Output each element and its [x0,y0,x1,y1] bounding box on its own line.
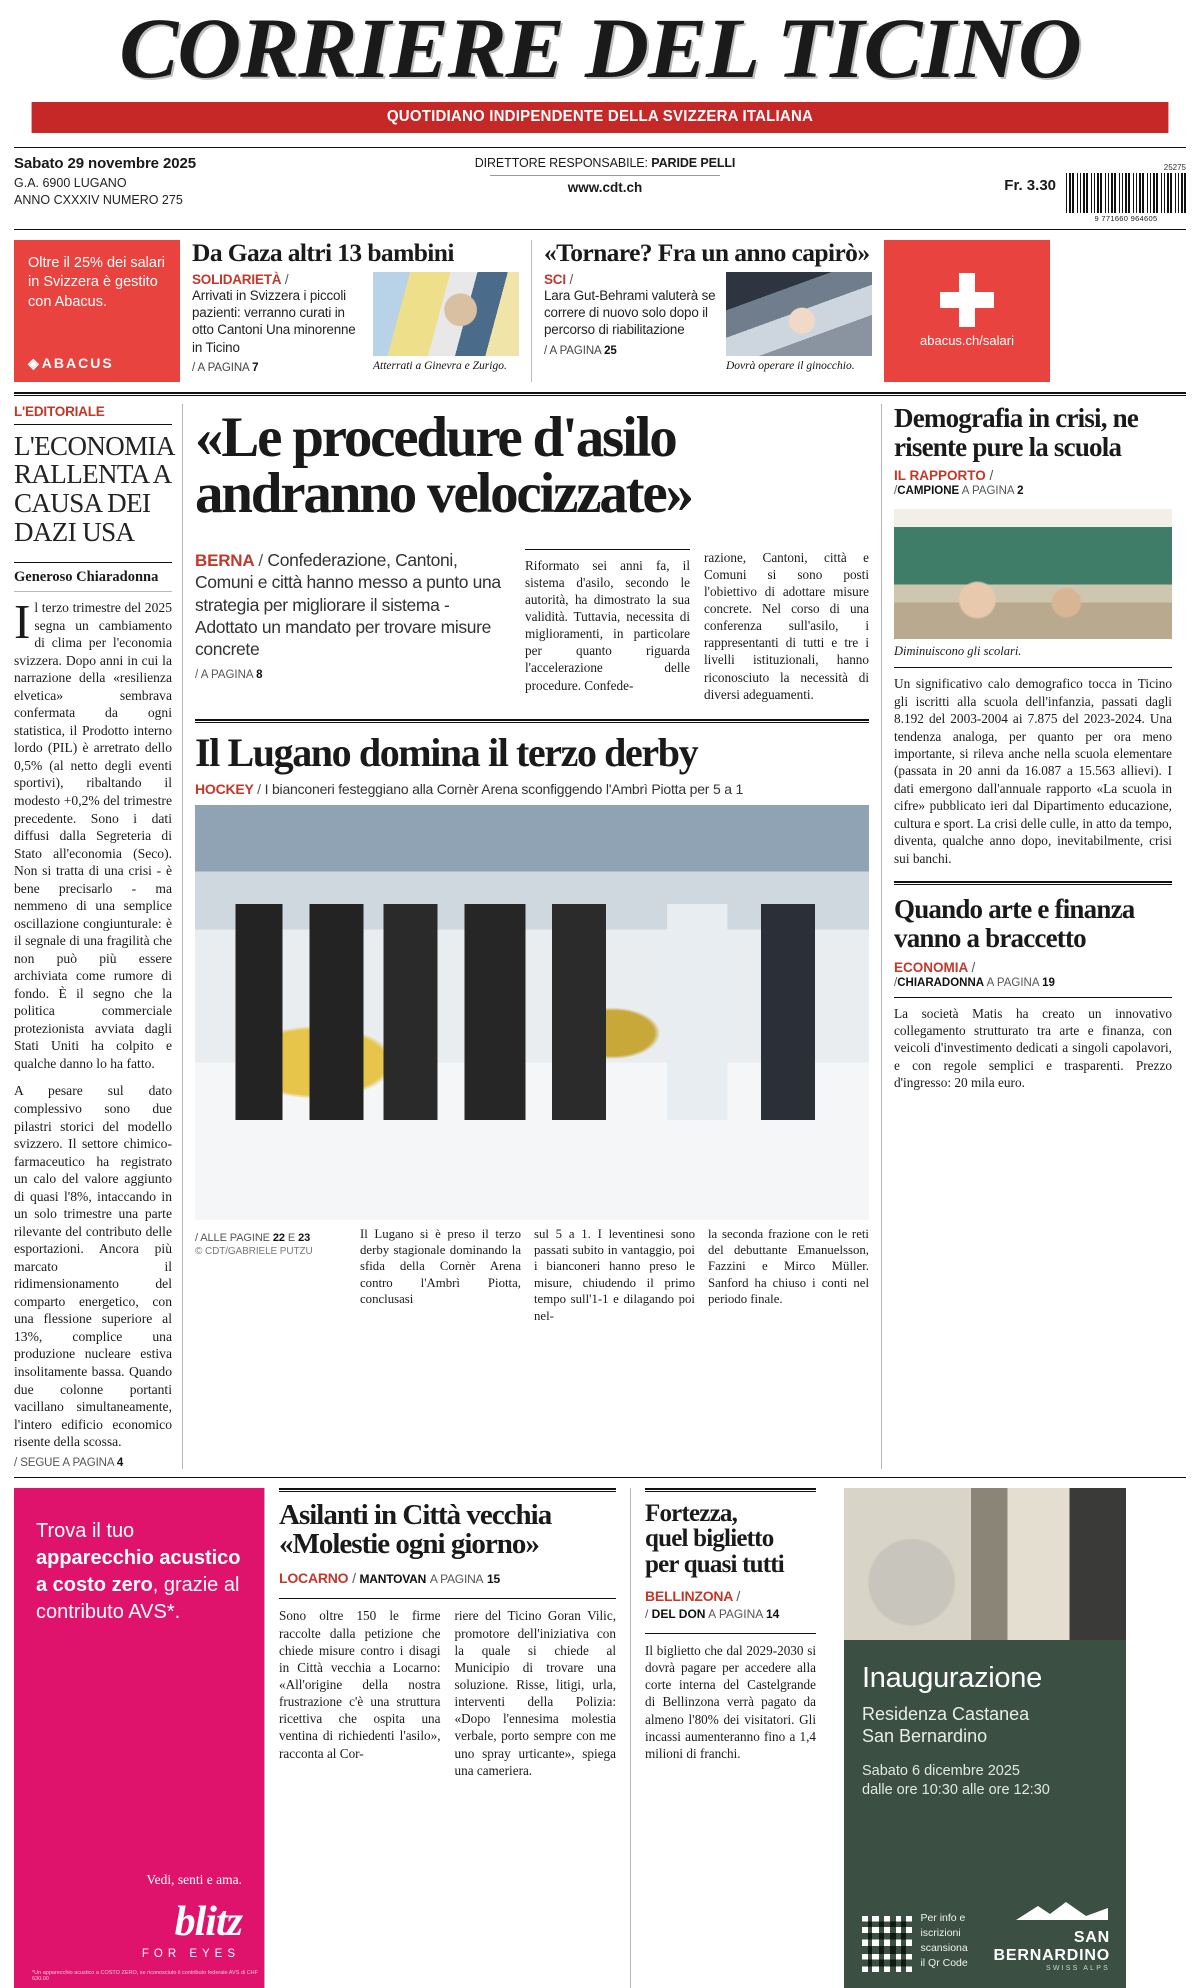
photo-credit: © CDT/GABRIELE PUTZU [195,1245,313,1257]
abacus-logo-text: ABACUS [41,354,114,371]
teaser-kicker: SOLIDARIETÀ / [192,271,289,287]
teaser-photo-ambulance [373,272,519,356]
abacus-logo [28,355,114,372]
arte-finanza-kicker: ECONOMIA / [894,959,976,975]
hockey-photo [195,805,869,1220]
lead-page-ref[interactable]: / A PAGINA 8 [195,668,263,681]
info-bar-center [274,155,936,195]
teaser-dek: Lara Gut-Behrami valuterà se correre di nuovo solo dopo il percorso di riabilitazione [544,287,716,338]
abacus-ad-left[interactable] [14,240,180,382]
san-bernardino-logo-name: SAN BERNARDINO [993,1928,1110,1964]
editorial-body [14,594,172,1451]
teaser-photo-caption: Dovrà operare il ginocchio. [726,359,855,372]
locarno-headline [279,1498,616,1561]
blitz-ad[interactable] [14,1488,264,1988]
blitz-logo: blitz [174,1898,242,1945]
right-column [882,404,1172,1469]
section-divider [195,719,869,723]
hockey-dek [195,781,869,797]
editorial-continues-ref[interactable]: / SEGUE A PAGINA 4 [14,1456,124,1469]
abacus-ad-right[interactable] [884,240,1050,382]
demografia-photo-caption: Diminuiscono gli scolari. [894,644,1022,659]
locarno-ref-page: 15 [487,1572,500,1587]
blitz-line-3a: a costo zero [36,1574,153,1596]
teaser-photo-skier [726,272,872,356]
bottom-story-bellinzona[interactable] [630,1488,830,1988]
editorial-author: Generoso Chiaradonna [14,562,172,592]
teaser-page-ref[interactable]: / A PAGINA 25 [544,344,617,357]
abacus-ad-url[interactable]: abacus.ch/salari [920,333,1014,349]
san-bernardino-logo-sub: SWISS ALPS [1045,1964,1110,1972]
hockey-dek-text: I bianconeri festeggiano alla Cornèr Arena sconfiggendo l'Ambrì Piotta per 5 a 1 [264,780,744,797]
website-url[interactable]: www.cdt.ch [567,179,643,195]
arte-finanza-body: La società Matis ha creato un innovativo collegamento strutturato tra arte e finanza, con veicoli d'investimento dedicati a singoli capolavori, e con regole semplici e trasparenti. Prezzo d'ingresso: 20 mila euro. [894,997,1172,1092]
barcode-icon [1066,173,1186,213]
bellinzona-body: Il biglietto che dal 2029-2030 si dovrà pagare per accedere alla corte interna del Castelgrande di Bellinzona verrà pagato da almeno l'80% dei visitatori. Gli incassi aumenteranno fino a 1,4 milioni di franchi. [645,1633,816,1762]
blitz-line-1: Trova il tuo [36,1519,135,1542]
hockey-meta [195,1226,347,1324]
locarno-kicker: LOCARNO / MANTOVAN A PAGINA 15 [279,1570,500,1587]
locarno-body-col-1: Sono oltre 150 le firme raccolte dalla petizione che chiede misure contro i disagi in Città vecchia a Locarno: «All'origine della nostra frustrazione c'è una struttura ricettiva che ospita una ventina di richiedenti l'asilo», racconta al Cor- [279,1608,441,1761]
hockey-body-col-2: sul 5 a 1. I leventinesi sono passati subito in vantaggio, poi i bianconeri hanno preso le misure, chiudendo il primo tempo sull'1-1 e dilagando poi nel- [534,1226,695,1323]
hockey-headline[interactable]: Il Lugano domina il terzo derby [195,729,698,775]
teaser-gaza[interactable] [180,237,532,382]
lead-headline[interactable]: «Le procedure d'asilo andranno velocizzate» [195,405,692,526]
lead-body-col-2: razione, Cantoni, città e Comuni si sono posti l'obiettivo di adottare misure concrete. Nel corso di una conferenza sull'asilo, i rappresentanti di tutti e tre i livelli istituzionali, hanno riconosciuto la necessità di diversi adeguamenti. [704,549,869,702]
divider [490,175,720,176]
qr-code-label: Per info e iscrizioni scansiona il Qr Code [920,1911,968,1970]
barcode-number: 25275 [1163,162,1186,172]
blitz-line-4: contributo AVS*. [36,1601,181,1624]
demografia-kicker: IL RAPPORTO / [894,468,994,484]
qr-code-icon[interactable] [862,1916,912,1972]
bellinzona-page-ref[interactable]: / DEL DON A PAGINA 14 [645,1606,780,1621]
lead-dek-block [195,549,511,703]
abacus-ad-text: Oltre il 25% dei salari in Svizzera è gestito con Abacus. [28,254,165,310]
teaser-thumbnail-block [373,272,519,382]
san-bernardino-date-line2: dalle ore 10:30 alle ore 12:30 [862,1782,1050,1799]
san-bernardino-title: Inaugurazione [862,1661,1042,1694]
masthead-strapline: QUOTIDIANO INDIPENDENTE DELLA SVIZZERA ITALIANA [32,102,1169,133]
demografia-page-ref[interactable]: /CAMPIONE A PAGINA 2 [894,485,1024,498]
arte-finanza-title[interactable]: Quando arte e finanza vanno a braccetto [894,893,1135,953]
hockey-body-col-3: la seconda frazione con le reti del debuttante Emanuelsson, Fazzini e Mirco Müller. Sanford ha chiuso i conti nel periodo finale. [708,1226,869,1307]
issue-line: ANNO CXXXIV NUMERO 275 [14,192,183,207]
blitz-tagline: Vedi, senti e ama. [146,1871,242,1887]
director-label: DIRETTORE RESPONSABILE: [474,155,648,170]
info-bar-left [14,155,274,209]
san-bernardino-date [862,1762,1108,1801]
san-bernardino-date-line1: Sabato 6 dicembre 2025 [862,1762,1020,1779]
blitz-fine-print: *Un apparecchio acustico a COSTO ZERO, se riconosciuto il contributo federale AVS di CHF 630.00 [32,1969,259,1982]
section-divider [14,392,1186,396]
info-bar-right [936,155,1186,223]
lead-dek-text: Confederazione, Cantoni, Comuni e città hanno messo a punto una strategia per migliorare il sistema - Adottato un mandato per trovare misure concrete [195,549,501,660]
masthead [14,0,1186,133]
arte-finanza-page-ref[interactable]: /CHIARADONNA A PAGINA 19 [894,976,1055,989]
bellinzona-headline-line2: quel biglietto [645,1525,774,1553]
teaser-photo-caption: Atterrati a Ginevra e Zurigo. [373,359,507,372]
lead-body-col-1: Riformato sei anni fa, il sistema d'asilo, secondo le autorità, ha dimostrato la sua validità. Tuttavia, necessita di miglioramenti, in particolare per quanto riguarda l'accelerazione delle procedure. Confede- [525,549,690,703]
locarno-ref-label: A PAGINA [429,1572,484,1587]
teaser-headline: «Tornare? Fra un anno capirò» [544,237,870,267]
teaser-row [14,237,1186,382]
locarno-body-col-2: riere del Ticino Goran Vilic, promotore dell'iniziativa con la quale si chiede al Municipio di trovare una soluzione. Risse, litigi, urla, interventi della Polizia: «Dopo l'ennesima molestia verbale, porto sempre con me uno spray urticante», spiega una cameriera. [454,1608,616,1778]
bellinzona-headline [645,1501,816,1578]
hockey-body-col-1: Il Lugano si è preso il terzo derby stagionale dominando la sfida della Cornèr Arena contro l'Ambrì Piotta, conclusasi [360,1226,521,1307]
demografia-photo-classroom [894,509,1172,639]
teaser-headline: Da Gaza altri 13 bambini [192,237,454,267]
lead-dek [195,549,511,661]
demografia-title[interactable]: Demografia in crisi, ne risente pure la scuola [894,402,1139,462]
blitz-logo-sub: FOR EYES [141,1947,240,1960]
teaser-dek: Arrivati in Svizzera i piccoli pazienti: verranno curati in otto Cantoni Una minorenne in Ticino [192,287,356,355]
san-bernardino-logo [968,1900,1110,1972]
san-bernardino-photo-interior [844,1488,1126,1640]
editorial-title[interactable]: L'ECONOMIA RALLENTA A CAUSA DEI DAZI USA [14,430,174,547]
lead-kicker: BERNA / [195,550,263,570]
barcode-digits: 9 771660 964605 [1094,213,1158,223]
section-divider [894,881,1172,885]
bellinzona-kicker: BELLINZONA / [645,1587,741,1604]
bellinzona-headline-line1: Fortezza, [645,1499,738,1527]
san-bernardino-subtitle [862,1703,1108,1748]
teaser-kicker: SCI / [544,271,574,287]
teaser-page-ref[interactable]: / A PAGINA 7 [192,361,259,374]
director-name: PARIDE PELLI [651,155,736,170]
hockey-kicker: HOCKEY / [195,780,261,797]
editorial-paragraph: A pesare sul dato complessivo sono due pilastri storici del modello svizzero. Il settore chimico-farmaceutico ha registrato un calo del valore aggiunto di quasi l'8%, intaccando in un solo trimestre una parte rilevante del contributo delle esportazioni. Ancora più marcato il ridimensionamento del comparto energetico, con una flessione superiore al 13%, complice una produzione nucleare estiva insolitamente bassa. Quando due colonne portanti vacillano simultaneamente, l'intero edificio economico risente della scossa. [14,1083,172,1450]
blitz-line-3b: , grazie al [152,1574,240,1596]
san-bernardino-subtitle-line1: Residenza Castanea [862,1703,1030,1724]
bellinzona-headline-line3: per quasi tutti [645,1551,784,1579]
blitz-line-2: apparecchio acustico [36,1546,241,1569]
newspaper-title: CORRIERE DEL TICINO [119,0,1081,96]
teaser-thumbnail-block [726,272,872,382]
divider [279,1488,616,1492]
swiss-cross-icon [940,273,994,327]
center-column [182,404,882,1469]
editorial-paragraph: Il terzo trimestre del 2025 segna un cambiamento di clima per l'economia svizzera. Dopo anni in cui la narrazione della «resilienza elvetica» sembrava confermata da ogni statistica, il Prodotto interno lordo (PIL) è arretrato dello 0,5% (al netto degli eventi sportivi), ribaltando il modesto +0,2% del trimestre precedente. Sono i dati diffusi dalla Segreteria di Stato all'economia (Seco). Non si tratta di una crisi - è bene precisarlo - ma nemmeno di una semplice oscillazione congiunturale: è il segnale di una fragilità che non può più essere archiviata come rumore di fondo. È il segno che la politica commerciale protezionista avviata dagli Stati Uniti ha colpito e qualche danno lo ha fatto. [14,594,172,1071]
san-bernardino-ad[interactable] [844,1488,1126,1988]
demografia-body: Un significativo calo demografico tocca in Ticino gli iscritti alla scuola dell'infanzia, passati dagli 8.192 del 2003-2004 ai 7.875 del 2023-2024. Una tendenza analoga, per quanto per ora meno importante, si rileva anche nella scuola elementare (passata in 20 anni da 16.087 a 15.563 allievi). I dati emergono dall'annuale rapporto «La scuola in cifre» pubblicato ieri dal Dipartimento educazione, cultura e sport. La crisi delle culle, in atto da tempo, diventa, qualche anno dopo, inevitabilmente, crisi sui banchi. [894,667,1172,866]
locarno-headline-line2: «Molestie ogni giorno» [279,1528,539,1561]
bottom-row [14,1488,1186,1988]
editorial-label: L'EDITORIALE [14,404,172,425]
info-bar [14,147,1186,230]
main-grid [14,404,1186,1469]
section-divider [14,1477,1186,1478]
bottom-story-locarno[interactable] [264,1488,630,1988]
san-bernardino-subtitle-line2: San Bernardino [862,1726,988,1747]
diamond-icon: ◈ [28,354,39,371]
postal-line: G.A. 6900 LUGANO [14,175,127,190]
barcode-block [1066,163,1186,223]
publication-date: Sabato 29 novembre 2025 [14,154,196,172]
blitz-ad-text [36,1518,242,1627]
cover-price: Fr. 3.30 [1004,176,1056,194]
hockey-pages-ref[interactable]: / ALLE PAGINE 22 E 23 © CDT/GABRIELE PUTZU [195,1232,347,1257]
locarno-headline-line1: Asilanti in Città vecchia [279,1498,552,1531]
teaser-sci[interactable] [532,237,884,382]
divider [645,1488,816,1492]
locarno-ref-author: MANTOVAN [359,1572,427,1587]
mountain-icon [1014,1900,1110,1922]
editorial-column [14,404,182,1469]
